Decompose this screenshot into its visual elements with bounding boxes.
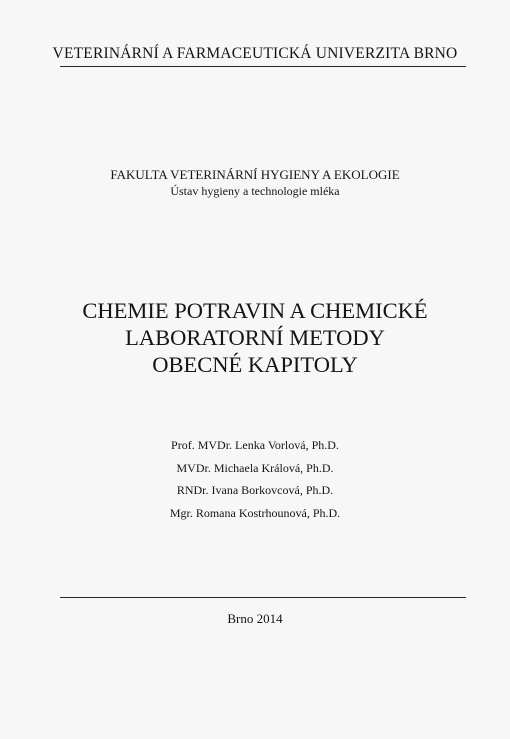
title-line-1: CHEMIE POTRAVIN A CHEMICKÉ: [82, 298, 428, 323]
header-rule: [60, 66, 466, 67]
university-name: VETERINÁRNÍ A FARMACEUTICKÁ UNIVERZITA BRNO: [52, 45, 458, 62]
document-title: [0, 297, 510, 378]
title-line-3: OBECNÉ KAPITOLY: [152, 352, 358, 377]
author-3: RNDr. Ivana Borkovcová, Ph.D.: [176, 483, 334, 498]
footer-rule: [60, 597, 466, 598]
author-2: MVDr. Michaela Králová, Ph.D.: [176, 460, 334, 475]
place-and-year: Brno 2014: [227, 611, 283, 626]
faculty-name: FAKULTA VETERINÁRNÍ HYGIENY A EKOLOGIE: [110, 167, 400, 182]
author-list: [0, 434, 510, 524]
author-1: Prof. MVDr. Lenka Vorlová, Ph.D.: [171, 438, 339, 452]
title-line-2: LABORATORNÍ METODY: [125, 325, 385, 350]
department-name: Ústav hygieny a technologie mléka: [170, 184, 340, 198]
author-4: Mgr. Romana Kostrhounová, Ph.D.: [169, 505, 341, 520]
